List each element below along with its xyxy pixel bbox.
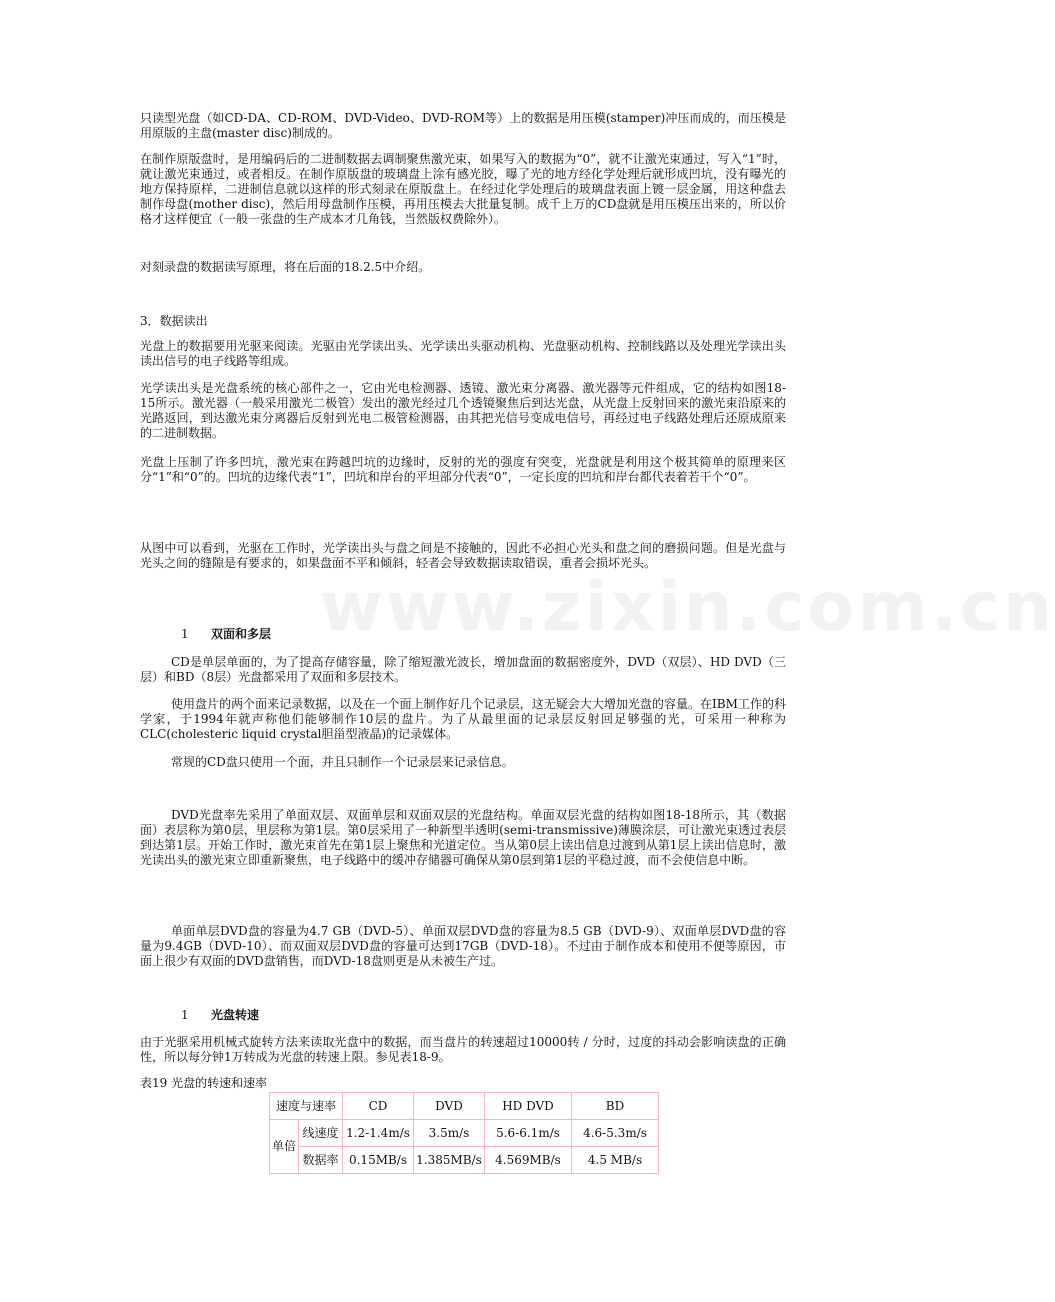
table-row-label: 数据率: [299, 1147, 343, 1174]
table-cell: 1.2-1.4m/s: [343, 1120, 414, 1147]
paragraph-dvd-capacity: 单面单层DVD盘的容量为4.7 GB（DVD-5）、单面双层DVD盘的容量为8.5 GB（DVD-9）、双面单层DVD盘的容量为9.4GB（DVD-10）、而双面双层DVD盘的容量可达到17GB（DVD-18）。不过由于制作成本和使用不便等原因，市面上很少有双面的DVD盘销售，而DVD-18盘则更是从未被生产过。: [140, 924, 786, 968]
heading-number: 1: [181, 1008, 189, 1022]
table-row: [270, 1147, 659, 1174]
table-cell: 3.5m/s: [414, 1120, 485, 1147]
table-header-cell: 速度与速率: [270, 1093, 343, 1120]
paragraph-master-disc-process: 在制作原版盘时，是用编码后的二进制数据去调制聚焦激光束，如果写入的数据为“0”，就不让激光束通过，写入“1”时，就让激光束通过，或者相反。在制作原版盘的玻璃盘上涂有感光胶，曝了光的地方经化学处理后就形成凹坑，没有曝光的地方保持原样，二进制信息就以这样的形式刻录在原版盘上。在经过化学处理后的玻璃盘表面上镀一层金属，用这种盘去制作母盘(mother disc)，然后用母盘制作压模，再用压模去大批量复制。成千上万的CD盘就是用压模压出来的，所以价格才这样便宜（一般一张盘的生产成本才几角钱，当然版权费除外）。: [140, 152, 786, 226]
paragraph-drive-components: 光盘上的数据要用光驱来阅读。光驱由光学读出头、光学读出头驱动机构、光盘驱动机构、控制线路以及处理光学读出头读出信号的电子线路等组成。: [140, 339, 786, 368]
table-cell: 4.569MB/s: [485, 1147, 572, 1174]
table-header-cell: CD: [343, 1093, 414, 1120]
table-header-cell: BD: [572, 1093, 659, 1120]
paragraph-recordable-ref: 对刻录盘的数据读写原理，将在后面的18.2.5中介绍。: [140, 260, 431, 274]
section-title-data-reading: 3．数据读出: [140, 314, 208, 328]
table-header-row: [270, 1093, 659, 1120]
paragraph-pits-and-lands: 光盘上压制了许多凹坑，激光束在跨越凹坑的边缘时，反射的光的强度有突变，光盘就是利用这个极其简单的原理来区分“1”和“0”的。凹坑的边缘代表“1”，凹坑和岸台的平坦部分代表“0”，一定长度的凹坑和岸台都代表着若干个“0”。: [140, 455, 786, 484]
paragraph-dvd-structure: DVD光盘率先采用了单面双层、双面单层和双面双层的光盘结构。单面双层光盘的结构如图18-18所示，其（数据面）表层称为第0层，里层称为第1层。第0层采用了一种新型半透明(semi-transmissive)薄膜涂层，可让激光束透过表层到达第1层。开始工作时，激光束首先在第1层上聚焦和光道定位。当从第0层上读出信息过渡到从第1层上读出信息时，激光读出头的激光束立即重新聚焦，电子线路中的缓冲存储器可确保从第0层到第1层的平稳过渡，而不会使信息中断。: [140, 808, 786, 867]
heading-text: 双面和多层: [211, 627, 272, 641]
table-cell: 4.6-5.3m/s: [572, 1120, 659, 1147]
heading-dual-side-multilayer: [181, 627, 271, 642]
table-header-cell: HD DVD: [485, 1093, 572, 1120]
table-cell: 5.6-6.1m/s: [485, 1120, 572, 1147]
table-caption: 表19 光盘的转速和速率: [140, 1076, 268, 1090]
paragraph-conventional-cd: 常规的CD盘只使用一个面，并且只制作一个记录层来记录信息。: [171, 755, 514, 769]
speed-rate-table: [269, 1092, 659, 1174]
table-cell: 1.385MB/s: [414, 1147, 485, 1174]
paragraph-multi-layer-capacity: 使用盘片的两个面来记录数据，以及在一个面上制作好几个记录层，这无疑会大大增加光盘的容量。在IBM工作的科学家，于1994年就声称他们能够制作10层的盘片。为了从最里面的记录层反射回足够强的光，可采用一种称为CLC(cholesteric liquid crystal胆甾型液晶)的记录媒体。: [140, 697, 786, 741]
table-row: [270, 1120, 659, 1147]
watermark: www.zixin.com.cn: [320, 568, 1055, 647]
paragraph-cd-single-layer: CD是单层单面的，为了提高存储容量，除了缩短激光波长，增加盘面的数据密度外，DVD（双层）、HD DVD（三层）和BD（8层）光盘都采用了双面和多层技术。: [140, 655, 786, 684]
table-group-label: 单倍: [270, 1120, 299, 1174]
table-cell: 4.5 MB/s: [572, 1147, 659, 1174]
paragraph-optical-head: 光学读出头是光盘系统的核心部件之一，它由光电检测器、透镜、激光束分离器、激光器等元件组成，它的结构如图18-15所示。激光器（一般采用激光二极管）发出的激光经过几个透镜聚焦后到达光盘，从光盘上反射回来的激光束沿原来的光路返回，到达激光束分离器后反射到光电二极管检测器，由其把光信号变成电信号，再经过电子线路处理后还原成原来的二进制数据。: [140, 381, 786, 440]
paragraph-no-contact: 从图中可以看到，光驱在工作时，光学读出头与盘之间是不接触的，因此不必担心光头和盘之间的磨损问题。但是光盘与光头之间的缝隙是有要求的，如果盘面不平和倾斜，轻者会导致数据读取错误，重者会损坏光头。: [140, 541, 786, 570]
paragraph-rotation-limit: 由于光驱采用机械式旋转方法来读取光盘中的数据，而当盘片的转速超过10000转 / 分时，过度的抖动会影响读盘的正确性，所以每分钟1万转成为光盘的转速上限。参见表18-9。: [140, 1035, 786, 1064]
heading-text: 光盘转速: [211, 1008, 260, 1022]
table-header-cell: DVD: [414, 1093, 485, 1120]
table-cell: 0.15MB/s: [343, 1147, 414, 1174]
heading-number: 1: [181, 627, 189, 641]
paragraph-read-only-disc: 只读型光盘（如CD-DA、CD-ROM、DVD-Video、DVD-ROM等）上的数据是用压模(stamper)冲压而成的，而压模是用原版的主盘(master disc)制成的。: [140, 111, 786, 140]
table-row-label: 线速度: [299, 1120, 343, 1147]
heading-disc-speed: [181, 1008, 259, 1023]
